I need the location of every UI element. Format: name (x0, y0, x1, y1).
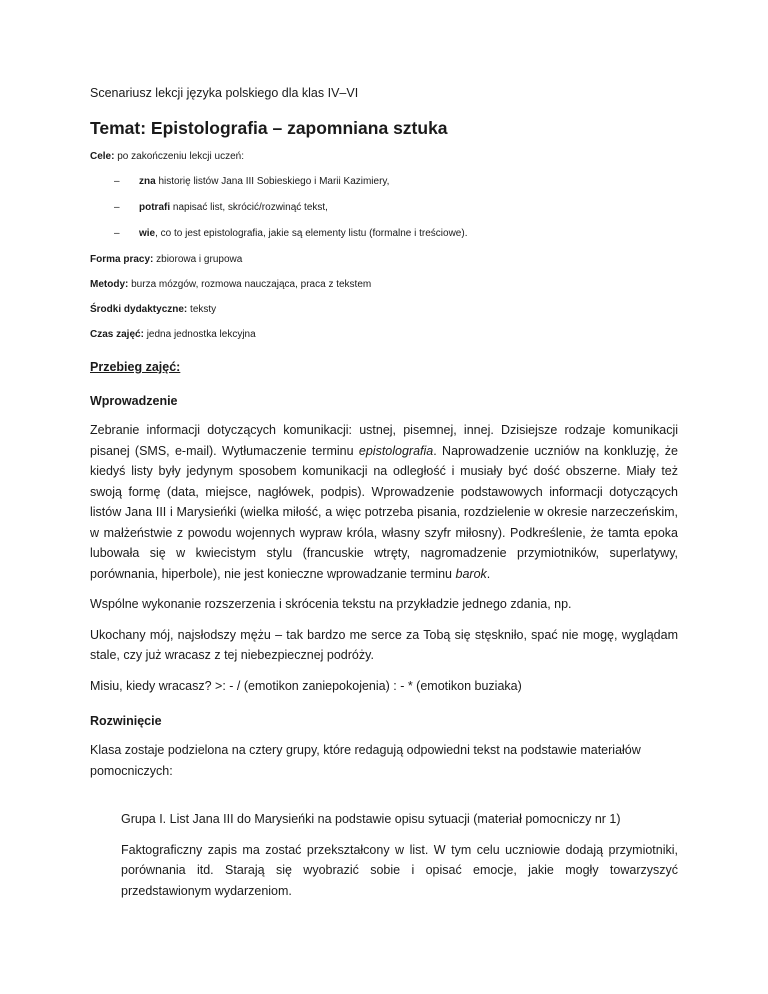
goal-item (90, 175, 678, 189)
term-epistolografia: epistolografia (358, 443, 434, 458)
group-1-text: Faktograficzny zapis ma zostać przekształcony w list. W tym celu uczniowie dodają przymiotniki, porównania itd. Starają się wyobrazić sobie i opisać emocje, jakie mogły towarzyszyć przedstawionym wydarzeniom. (121, 842, 678, 898)
intro-text-part: Zebranie informacji dotyczących komunikacji: ustnej, pisemnej, innej. Dzisiejsze rodzaje komunikacji pisanej (SMS, e-mail). Wytłumaczenie terminu (90, 423, 678, 458)
methods-label: Metody: (90, 279, 129, 290)
goal-item (90, 227, 678, 241)
teaching-aids-label: Środki dydaktyczne: (90, 304, 188, 315)
example-short-sentence: Misiu, kiedy wracasz? >: - / (emotikon zaniepokojenia) : - * (emotikon buziaka) (90, 678, 522, 693)
goal-text: historię listów Jana III Sobieskiego i Marii Kazimiery, (155, 176, 390, 187)
document-title: Temat: Epistolografia – zapomniana sztuka (90, 118, 448, 138)
teaching-aids (90, 303, 678, 317)
development-heading: Rozwinięcie (90, 714, 162, 728)
goal-key: potrafi (139, 202, 171, 213)
lesson-time-label: Czas zajęć: (90, 329, 144, 340)
goal-key: wie (139, 228, 156, 239)
example-long-sentence: Ukochany mój, najsłodszy mężu – tak bardzo me serce za Tobą się stęskniło, spać nie mogę, wyglądam stale, czy już wracasz z tej niebezpiecznej podróży. (90, 627, 678, 662)
work-form (90, 253, 678, 267)
development-paragraph: Klasa zostaje podzielona na cztery grupy, które redagują odpowiedni tekst na podstawie materiałów pomocniczych: (90, 743, 641, 778)
lesson-time-value: jedna jednostka lekcyjna (143, 329, 256, 340)
goal-item (90, 201, 678, 215)
intro-text-part: . (486, 566, 491, 581)
goals-label: Cele: (90, 151, 115, 162)
group-1-block (90, 809, 678, 901)
goal-key: zna (139, 176, 156, 187)
course-heading: Przebieg zajęć: (90, 360, 181, 374)
goals-intro (90, 150, 678, 164)
teaching-aids-value: teksty (187, 304, 217, 315)
intro-heading: Wprowadzenie (90, 394, 178, 408)
methods (90, 278, 678, 292)
intro-text-part: . Naprowadzenie uczniów na konkluzję, że kiedyś listy były jedynym sposobem komunikacji na odległość i musiały być dość obszerne. Miały też swoją formę (data, miejsce, nagłówek, podpis). Wprowadzenie podstawowych informacji dotyczących listów Jana III i Marysieńki (wielka miłość, a więc potrzeba pisania, rozdzielenie w okresie narzeczeńskim, w małżeństwie z powodu wojennych wypraw króla, własny szyfr miłosny). Podkreślenie, że tamta epoka lubowała się w kwiecistym stylu (francuskie wtręty, nagromadzenie przymiotników, superlatywy, porównania, hiperbole), nie jest konieczne wprowadzanie terminu (90, 443, 679, 581)
goal-text: napisać list, skrócić/rozwinąć tekst, (170, 202, 328, 213)
intro-paragraph (90, 420, 678, 584)
goal-text: , co to jest epistolografia, jakie są elementy listu (formalne i treściowe). (155, 228, 468, 239)
dash-bullet: – (114, 202, 120, 213)
term-barok: barok (455, 566, 487, 581)
work-form-label: Forma pracy: (90, 254, 154, 265)
document-subtitle: Scenariusz lekcji języka polskiego dla klas IV–VI (90, 86, 359, 100)
dash-bullet: – (114, 176, 120, 187)
goals-list (90, 175, 678, 241)
dash-bullet: – (114, 228, 120, 239)
group-1-title: Grupa I. List Jana III do Marysieńki na podstawie opisu sytuacji (materiał pomocniczy nr 1) (121, 812, 621, 826)
lesson-time (90, 328, 678, 342)
work-form-value: zbiorowa i grupowa (153, 254, 243, 265)
goals-intro-text: po zakończeniu lekcji uczeń: (114, 151, 244, 162)
example-intro-paragraph: Wspólne wykonanie rozszerzenia i skrócenia tekstu na przykładzie jednego zdania, np. (90, 597, 572, 611)
methods-value: burza mózgów, rozmowa nauczająca, praca z tekstem (128, 279, 372, 290)
